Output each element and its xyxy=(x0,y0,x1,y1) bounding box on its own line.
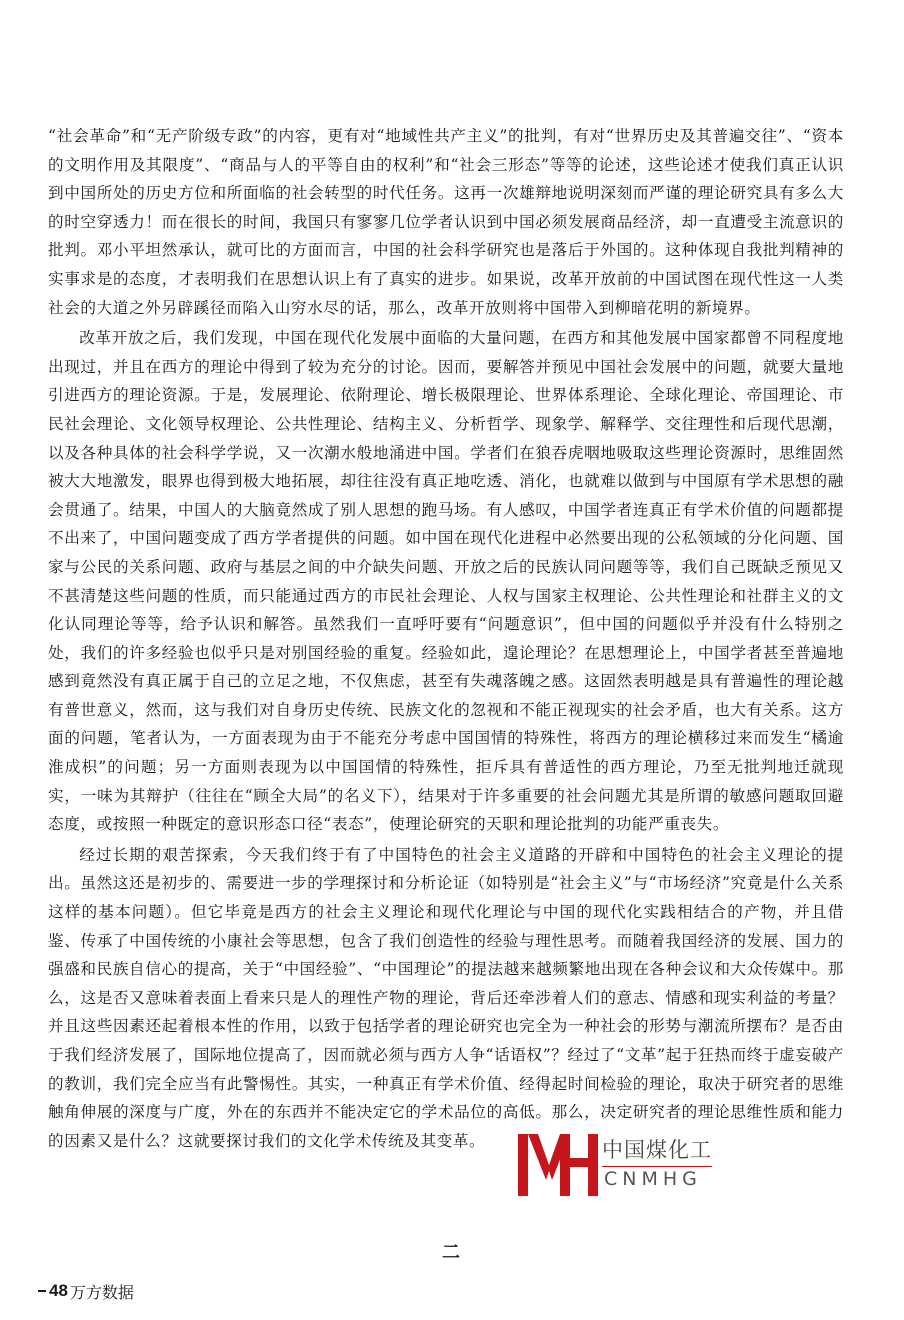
section-number: 二 xyxy=(442,1242,462,1263)
page-number: 48 xyxy=(49,1281,68,1300)
publisher-name: 万方数据 xyxy=(69,1284,134,1302)
paragraph-2: 改革开放之后，我们发现，中国在现代化发展中面临的大量问题，在西方和其他发展中国家都曾不同程度地出现过，并且在西方的理论中得到了较为充分的讨论。因而，要解答并预见中国社会发展中的问题，就要大量地引进西方的理论资源。于是，发展理论、依附理论、增长极限理论、世界体系理论、全球化理论、帝国理论、市民社会理论、文化领导权理论、公共性理论、结构主义、分析哲学、现象学、解释学、交往理性和后现代思潮，以及各种具体的社会科学学说，又一次潮水般地涌进中国。学者们在狼吞虎咽地吸取这些理论资源时，思维固然被大大地激发，眼界也得到极大地拓展，却往往没有真正地吃透、消化，也就难以做到与中国原有学术思想的融会贯通了。结果，中国人的大脑竟然成了别人思想的跑马场。有人感叹，中国学者连真正有学术价值的问题都提不出来了，中国问题变成了西方学者提供的问题。如中国在现代化进程中必然要出现的公私领域的分化问题、国家与公民的关系问题、政府与基层之间的中介缺失问题、开放之后的民族认同问题等等，我们自己既缺乏预见又不甚清楚这些问题的性质，而只能通过西方的市民社会理论、人权与国家主权理论、公共性理论和社群主义的文化认同理论等等，给予认识和解答。虽然我们一直呼吁要有“问题意识”，但中国的问题似乎并没有什么特别之处，我们的许多经验也似乎只是对别国经验的重复。经验如此，遑论理论？在思想理论上，中国学者甚至普遍地感到竟然没有真正属于自己的立足之地，不仅焦虑，甚至有失魂落魄之感。这固然表明越是具有普遍性的理论越有普世意义，然而，这与我们对自身历史传统、民族文化的忽视和不能正视现实的社会矛盾，也大有关系。这方面的问题，笔者认为，一方面表现为由于不能充分考虑中国国情的特殊性，将西方的理论横移过来而发生“橘逾淮成枳”的问题；另一方面则表现为以中国国情的特殊性，拒斥具有普适性的西方理论，乃至无批判地迁就现实，一味为其辩护（往往在“顾全大局”的名义下），结果对于许多重要的社会问题尤其是所谓的敏感问题取回避态度，或按照一种既定的意识形态口径“表态”，使理论研究的天职和理论批判的功能严重丧失。 xyxy=(48,329,844,834)
footer-dash xyxy=(38,1290,46,1292)
watermark-mh-icon xyxy=(516,1128,602,1200)
page-footer xyxy=(38,1276,134,1306)
paragraph-3: 经过长期的艰苦探索，今天我们终于有了中国特色的社会主义道路的开辟和中国特色的社会主义理论的提出。虽然这还是初步的、需要进一步的学理探讨和分析论证（如特别是“社会主义”与“市场经济”究竟是什么关系这样的基本问题）。但它毕竟是西方的社会主义理论和现代化理论与中国的现代化实践相结合的产物，并且借鉴、传承了中国传统的小康社会等思想，包含了我们创造性的经验与理性思考。而随着我国经济的发展、国力的强盛和民族自信心的提高，关于“中国经验”、“中国理论”的提法越来越频繁地出现在各种会议和大众传媒中。那么，这是否又意味着表面上看来只是人的理性产物的理论，背后还牵涉着人们的意志、情感和现实利益的考量？并且这些因素还起着根本性的作用，以致于包括学者的理论研究也完全为一种社会的形势与潮流所摆布？是否由于我们经济发展了，国际地位提高了，因而就必须与西方人争“话语权”？经过了“文革”起于狂热而终于虚妄破产的教训，我们完全应当有此警惕性。其实，一种真正有学术价值、经得起时间检验的理论，取决于研究者的思维触角伸展的深度与广度，外在的东西并不能决定它的学术品位的高低。那么，决定研究者的理论思维性质和能力的因素又是什么？这就要探讨我们的文化学术传统及其变革。 xyxy=(48,845,844,1150)
watermark-logo xyxy=(512,1126,712,1204)
watermark-subtitle: CNMHG xyxy=(604,1168,702,1190)
watermark-name: 中国煤化工 xyxy=(602,1134,712,1167)
paragraph-1: “社会革命”和“无产阶级专政”的内容，更有对“地域性共产主义”的批判，有对“世界历史及其普遍交往”、“资本的文明作用及其限度”、“商品与人的平等自由的权利”和“社会三形态”等等的论述，这些论述才使我们真正认识到中国所处的历史方位和所面临的社会转型的时代任务。这再一次雄辩地说明深刻而严谨的理论研究具有多么大的时空穿透力！而在很长的时间，我国只有寥寥几位学者认识到中国必须发展商品经济，却一直遭受主流意识的批判。邓小平坦然承认，就可比的方面而言，中国的社会科学研究也是落后于外国的。这种体现自我批判精神的实事求是的态度，才表明我们在思想认识上有了真实的进步。如果说，改革开放前的中国试图在现代性这一人类社会的大道之外另辟蹊径而陷入山穷水尽的话，那么，改革开放则将中国带入到柳暗花明的新境界。 xyxy=(48,127,844,317)
article-body xyxy=(48,122,844,1155)
